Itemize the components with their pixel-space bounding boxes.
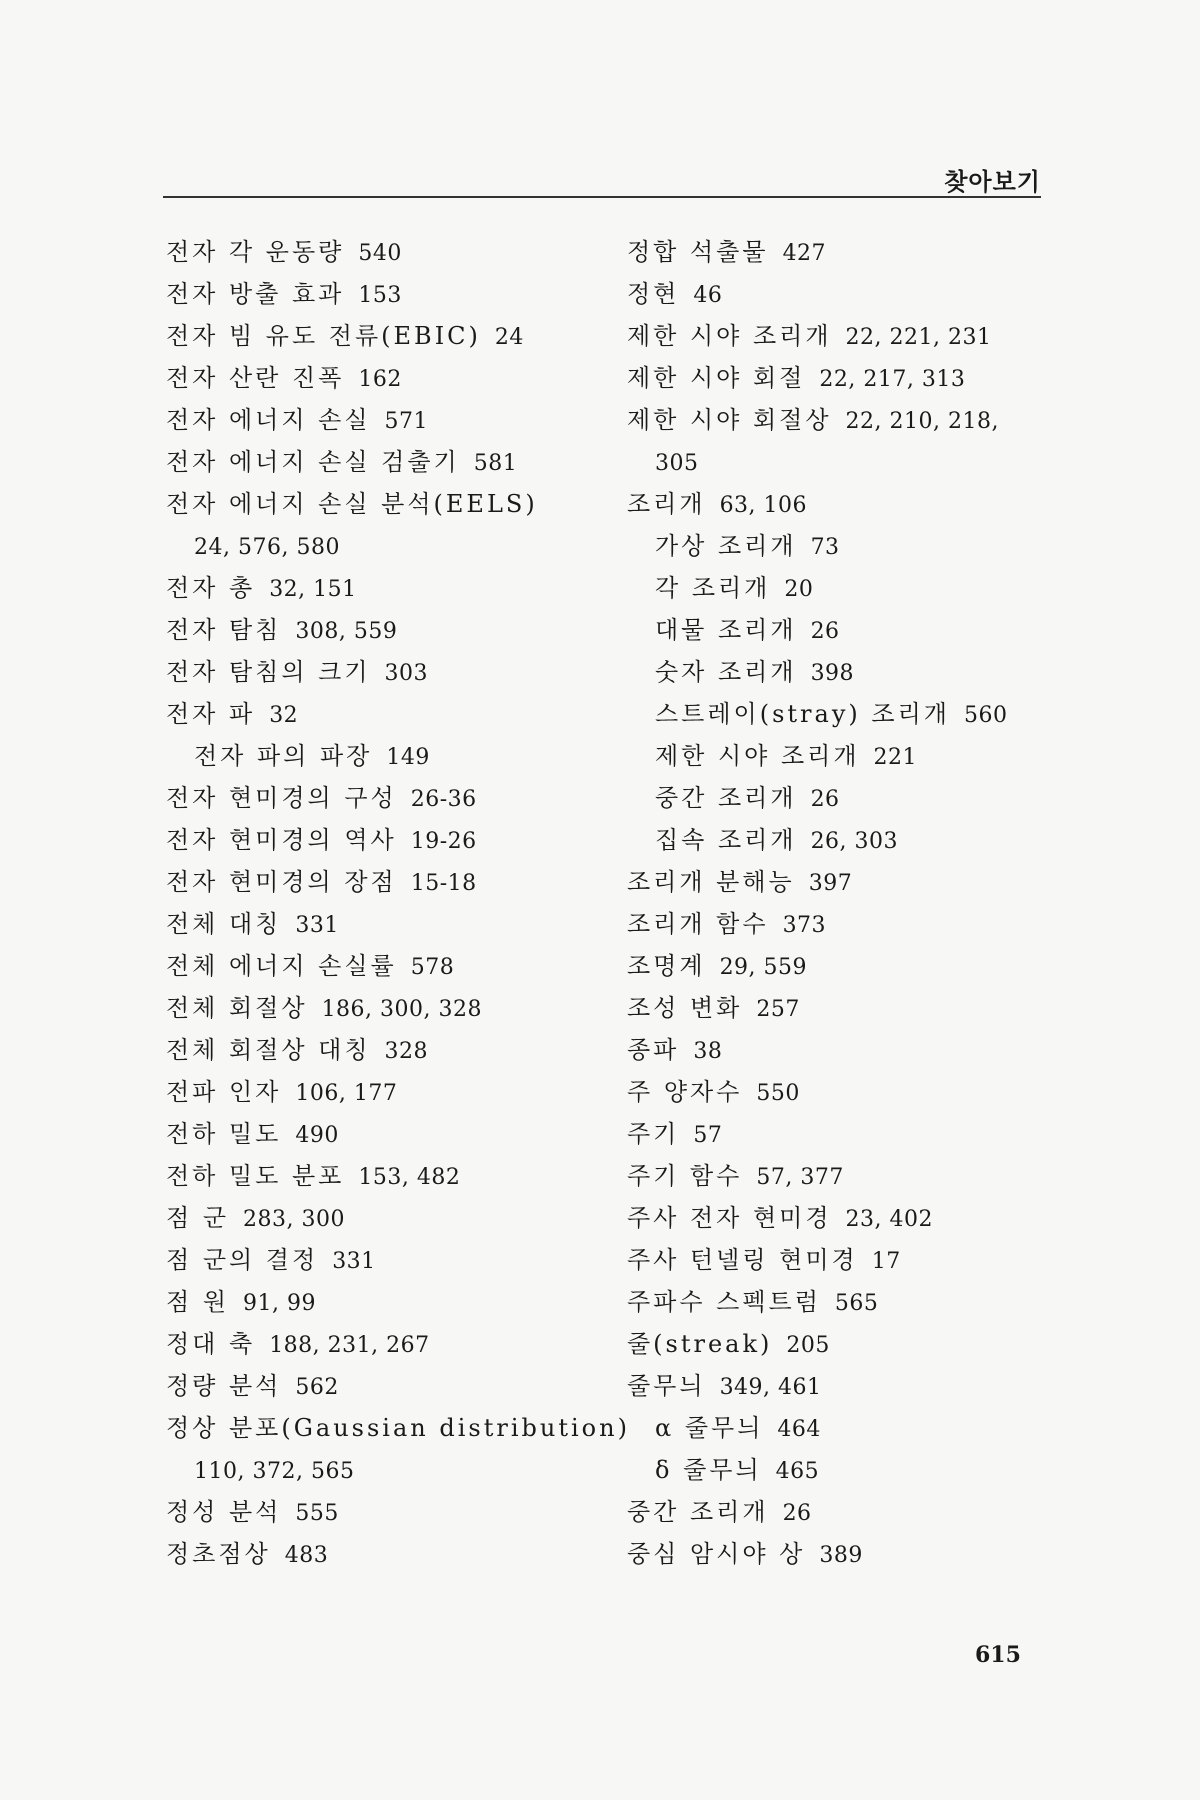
index-subentry [166,735,606,777]
index-entry [166,399,606,441]
entry-pages: 162 [358,367,402,392]
entry-term: 전자 빔 유도 전류(EBIC) [166,322,481,350]
entry-term: 주기 [627,1120,680,1148]
entry-pages: 465 [775,1459,820,1484]
index-entry [627,1029,1057,1071]
entry-term: 전자 산란 진폭 [166,364,345,392]
entry-pages: 257 [756,997,800,1022]
entry-term: 전자 방출 효과 [166,280,345,308]
entry-term: 전자 탐침 [166,616,282,644]
entry-pages: 153, 482 [358,1165,461,1190]
index-entry [166,693,606,735]
entry-term: 제한 시야 회절 [627,364,806,392]
entry-pages: 110, 372, 565 [194,1459,355,1484]
entry-term: 점 군 [166,1204,229,1232]
entry-pages: 331 [295,913,339,938]
index-entry [166,651,606,693]
entry-term: 정상 분포(Gaussian distribution) [166,1414,630,1442]
entry-term: 정초점상 [166,1540,271,1568]
entry-term: 조성 변화 [627,994,743,1022]
entry-term: 전자 총 [166,574,256,602]
entry-term: 중간 조리개 [655,784,797,812]
index-entry [166,1365,606,1407]
entry-pages: 490 [295,1123,339,1148]
entry-pages: 20 [784,577,814,602]
index-entry [627,273,1057,315]
entry-pages: 57 [693,1123,723,1148]
entry-pages: 23, 402 [845,1207,934,1232]
index-subentry [627,567,1057,609]
entry-term: 주기 함수 [627,1162,743,1190]
index-entry [166,567,606,609]
entry-pages: 29, 559 [719,955,808,980]
entry-term: 제한 시야 조리개 [655,742,860,770]
entry-term: 조리개 함수 [627,910,769,938]
entry-pages: 303 [384,661,429,686]
entry-pages: 17 [871,1249,901,1274]
entry-pages: 221 [873,745,918,770]
index-entry [627,357,1057,399]
entry-term: 줄무늬 [627,1372,706,1400]
entry-term: 점 원 [166,1288,229,1316]
entry-term: 줄(streak) [627,1330,773,1358]
entry-term: δ 줄무늬 [655,1456,762,1484]
running-header [163,160,1041,198]
entry-term: 조명계 [627,952,706,980]
entry-pages: 186, 300, 328 [321,997,483,1022]
index-entry [627,231,1057,273]
index-subentry [627,777,1057,819]
index-entry [166,231,606,273]
index-subentry [627,819,1057,861]
index-subentry [627,735,1057,777]
entry-term: 전자 현미경의 역사 [166,826,397,854]
entry-pages: 24, 576, 580 [194,535,340,560]
index-entry [627,315,1057,357]
entry-pages: 205 [786,1333,830,1358]
entry-pages: 283, 300 [243,1207,345,1232]
index-entry [166,1071,606,1113]
index-column-left [166,231,630,1575]
entry-pages: 19-26 [410,829,477,854]
index-entry [166,441,606,483]
index-entry [166,273,606,315]
entry-term: 전하 밀도 분포 [166,1162,345,1190]
entry-term: 전자 파의 파장 [194,742,373,770]
entry-pages: 32, 151 [269,577,357,602]
entry-pages: 373 [782,913,827,938]
entry-pages: 22, 217, 313 [819,367,966,392]
index-entry-continuation [166,525,606,567]
index-subentry [627,693,1057,735]
entry-pages: 106, 177 [295,1081,398,1106]
index-entry [627,1197,1057,1239]
entry-term: 전체 대칭 [166,910,282,938]
entry-pages: 73 [810,535,840,560]
index-subentry [627,651,1057,693]
index-entry [166,777,606,819]
entry-term: 전하 밀도 [166,1120,282,1148]
entry-pages: 427 [782,241,827,266]
entry-term: 제한 시야 조리개 [627,322,832,350]
entry-pages: 331 [332,1249,376,1274]
entry-term: 각 조리개 [655,574,771,602]
index-entry [166,903,606,945]
index-entry [627,945,1057,987]
entry-pages: 91, 99 [243,1291,316,1316]
index-entry [166,315,606,357]
entry-pages: 562 [295,1375,339,1400]
entry-pages: 38 [693,1039,723,1064]
index-subentry [627,525,1057,567]
index-entry [166,483,606,525]
entry-term: 전자 에너지 손실 검출기 [166,448,460,476]
index-entry [627,1071,1057,1113]
entry-pages: 26 [810,619,840,644]
index-entry [166,1197,606,1239]
entry-term: 가상 조리개 [655,532,797,560]
entry-term: 점 군의 결정 [166,1246,319,1274]
header-title: 찾아보기 [944,168,1041,196]
entry-pages: 540 [358,241,402,266]
entry-term: 전자 탐침의 크기 [166,658,371,686]
page-number: 615 [975,1642,1021,1668]
entry-pages: 188, 231, 267 [269,1333,430,1358]
entry-term: 전체 회절상 대칭 [166,1036,371,1064]
entry-term: 전자 현미경의 장점 [166,868,397,896]
entry-term: 중간 조리개 [627,1498,769,1526]
entry-term: 전자 에너지 손실 [166,406,371,434]
entry-term: 전자 에너지 손실 분석(EELS) [166,490,538,518]
index-entry [166,1029,606,1071]
entry-pages: 349, 461 [719,1375,822,1400]
entry-pages: 555 [295,1501,339,1526]
index-entry [166,1491,606,1533]
entry-term: 전자 파 [166,700,256,728]
entry-term: 전체 회절상 [166,994,308,1022]
index-entry [166,609,606,651]
entry-term: 주 양자수 [627,1078,743,1106]
entry-term: 집속 조리개 [655,826,797,854]
entry-pages: 32 [269,703,299,728]
entry-term: 조리개 분해능 [627,868,795,896]
entry-pages: 15-18 [410,871,477,896]
entry-pages: 26, 303 [810,829,899,854]
entry-term: 전자 현미경의 구성 [166,784,397,812]
index-entry [166,357,606,399]
index-entry [166,1155,606,1197]
entry-pages: 578 [410,955,455,980]
entry-term: 제한 시야 회절상 [627,406,832,434]
entry-term: 정현 [627,280,680,308]
index-entry [627,1365,1057,1407]
entry-term: 주사 전자 현미경 [627,1204,832,1232]
index-subentry [627,609,1057,651]
index-subentry [627,1449,1057,1491]
entry-term: 스트레이(stray) 조리개 [655,700,950,728]
entry-term: 정성 분석 [166,1498,282,1526]
entry-pages: 483 [284,1543,329,1568]
entry-term: 정대 축 [166,1330,256,1358]
index-entry [627,1113,1057,1155]
index-entry [627,861,1057,903]
entry-term: 대물 조리개 [655,616,797,644]
entry-term: 종파 [627,1036,680,1064]
index-entry [166,819,606,861]
index-entry [166,1113,606,1155]
entry-term: 정합 석출물 [627,238,769,266]
index-column-right [627,231,1057,1575]
entry-pages: 149 [386,745,430,770]
index-entry [627,1281,1057,1323]
entry-term: α 줄무늬 [655,1414,764,1442]
index-entry [627,1533,1057,1575]
entry-pages: 305 [655,451,699,476]
entry-term: 주파수 스펙트럼 [627,1288,821,1316]
entry-pages: 26 [810,787,840,812]
index-entry [627,399,1057,441]
entry-term: 주사 턴넬링 현미경 [627,1246,858,1274]
entry-pages: 550 [756,1081,800,1106]
index-entry [627,903,1057,945]
entry-pages: 22, 210, 218, [845,409,999,434]
entry-pages: 24 [494,325,524,350]
entry-term: 조리개 [627,490,706,518]
index-entry [166,1323,606,1365]
index-entry [627,1491,1057,1533]
entry-term: 전파 인자 [166,1078,282,1106]
entry-pages: 581 [473,451,518,476]
index-entry [166,1533,606,1575]
entry-pages: 571 [384,409,429,434]
entry-pages: 22, 221, 231 [845,325,992,350]
entry-pages: 464 [777,1417,821,1442]
entry-term: 정량 분석 [166,1372,282,1400]
index-entry [166,1407,630,1449]
index-entry [166,987,606,1029]
index-entry [627,1323,1057,1365]
entry-pages: 46 [693,283,723,308]
index-entry-continuation [166,1449,606,1491]
entry-pages: 560 [963,703,1008,728]
index-entry [627,1155,1057,1197]
entry-pages: 397 [808,871,853,896]
index-subentry [627,1407,1057,1449]
entry-pages: 57, 377 [756,1165,844,1190]
entry-term: 숫자 조리개 [655,658,797,686]
index-entry-continuation [627,441,1057,483]
entry-pages: 328 [384,1039,429,1064]
index-entry [627,1239,1057,1281]
index-entry [166,1239,606,1281]
entry-pages: 389 [819,1543,863,1568]
index-entry [166,945,606,987]
entry-pages: 63, 106 [719,493,808,518]
index-entry [166,861,606,903]
entry-term: 중심 암시야 상 [627,1540,806,1568]
entry-pages: 26-36 [410,787,477,812]
entry-pages: 565 [834,1291,879,1316]
index-entry [166,1281,606,1323]
entry-pages: 398 [810,661,855,686]
entry-pages: 308, 559 [295,619,398,644]
entry-term: 전체 에너지 손실률 [166,952,397,980]
entry-term: 전자 각 운동량 [166,238,345,266]
index-entry [627,987,1057,1029]
index-entry [627,483,1057,525]
entry-pages: 26 [782,1501,812,1526]
entry-pages: 153 [358,283,402,308]
